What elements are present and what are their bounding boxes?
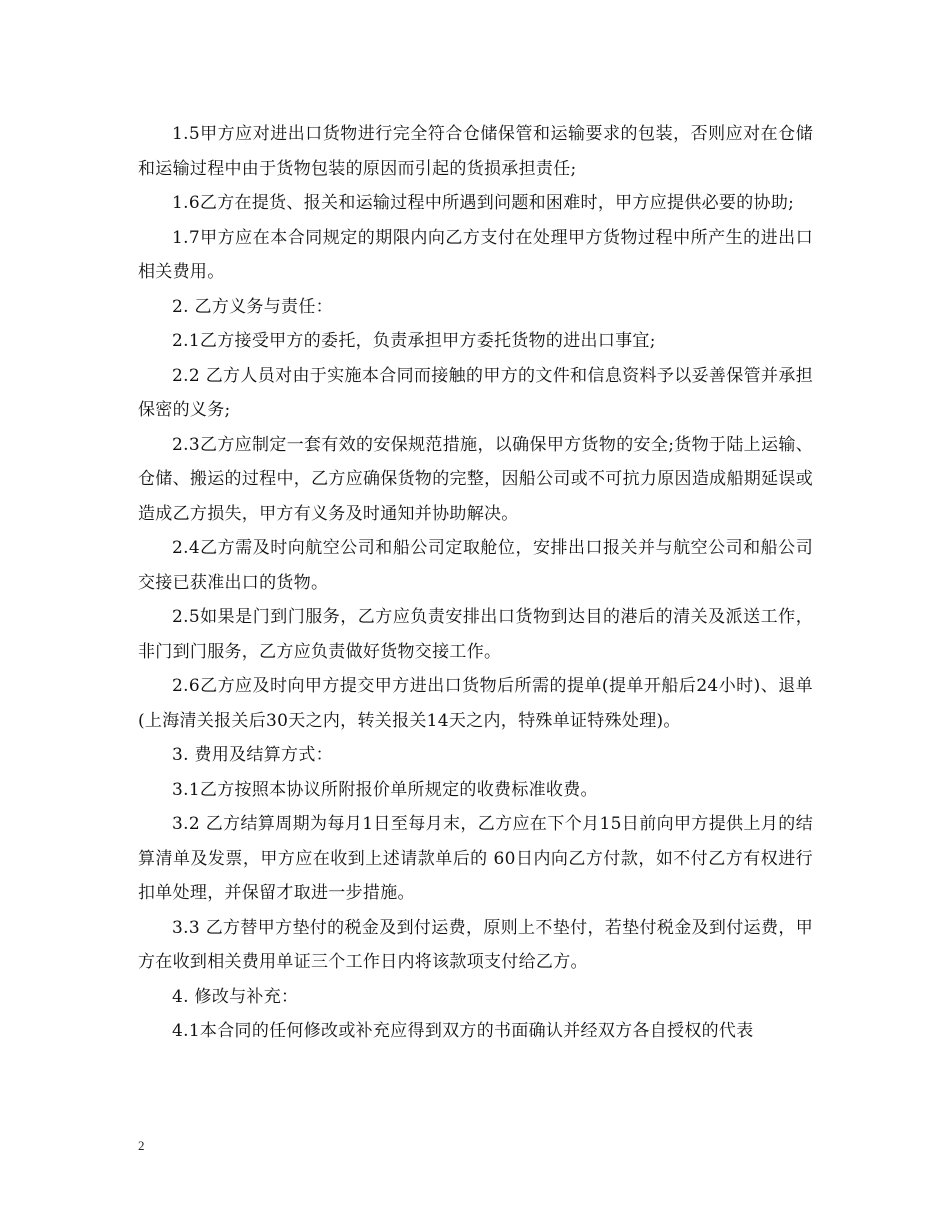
clause-4-1: 4.1本合同的任何修改或补充应得到双方的书面确认并经双方各自授权的代表: [172, 1021, 754, 1041]
section-4-heading: 4. 修改与补充：: [172, 986, 299, 1007]
clause-2-5: 2.5如果是门到门服务，乙方应负责安排出口货物到达目的港后的清关及派送工作，非门到门服务，乙方应负责做好货物交接工作。: [138, 607, 813, 662]
clause-2-4: 2.4乙方需及时向航空公司和船公司定取舱位，安排出口报关并与航空公司和船公司交接已获准出口的货物。: [138, 538, 813, 593]
clause-2-2: 2.2 乙方人员对由于实施本合同而接触的甲方的文件和信息资料予以妥善保管并承担保密的义务;: [138, 365, 813, 420]
clause-1-7: 1.7甲方应在本合同规定的期限内向乙方支付在处理甲方货物过程中所产生的进出口相关费用。: [138, 227, 813, 282]
clause-2-6: 2.6乙方应及时向甲方提交甲方进出口货物后所需的提单(提单开船后24小时)、退单(上海清关报关后30天之内，转关报关14天之内，特殊单证特殊处理)。: [138, 676, 813, 731]
clause-1-6: 1.6乙方在提货、报关和运输过程中所遇到问题和困难时，甲方应提供必要的协助;: [172, 193, 795, 213]
clause-3-2: 3.2 乙方结算周期为每月1日至每月末，乙方应在下个月15日前向甲方提供上月的结算清单及发票，甲方应在收到上述请款单后的 60日内向乙方付款，如不付乙方有权进行扣单处理，并保留才取进一步措施。: [138, 814, 813, 903]
clause-3-1: 3.1乙方按照本协议所附报价单所规定的收费标准收费。: [172, 779, 598, 800]
section-3-heading: 3. 费用及结算方式：: [172, 745, 333, 765]
page-number: 2: [138, 1138, 145, 1153]
clause-2-1: 2.1乙方接受甲方的委托，负责承担甲方委托货物的进出口事宜;: [172, 331, 656, 351]
clause-3-3: 3.3 乙方替甲方垫付的税金及到付运费，原则上不垫付，若垫付税金及到付运费，甲方在收到相关费用单证三个工作日内将该款项支付给乙方。: [138, 917, 813, 972]
clause-2-3: 2.3乙方应制定一套有效的安保规范措施，以确保甲方货物的安全;货物于陆上运输、仓储、搬运的过程中，乙方应确保货物的完整，因船公司或不可抗力原因造成船期延误或造成乙方损失，甲方有义务及时通知并协助解决。: [138, 434, 813, 524]
clause-1-5: 1.5甲方应对进出口货物进行完全符合仓储保管和运输要求的包装，否则应对在仓储和运输过程中由于货物包装的原因而引起的货损承担责任;: [138, 124, 813, 179]
document-body: [138, 117, 813, 1049]
section-2-heading: 2. 乙方义务与责任：: [172, 296, 333, 317]
